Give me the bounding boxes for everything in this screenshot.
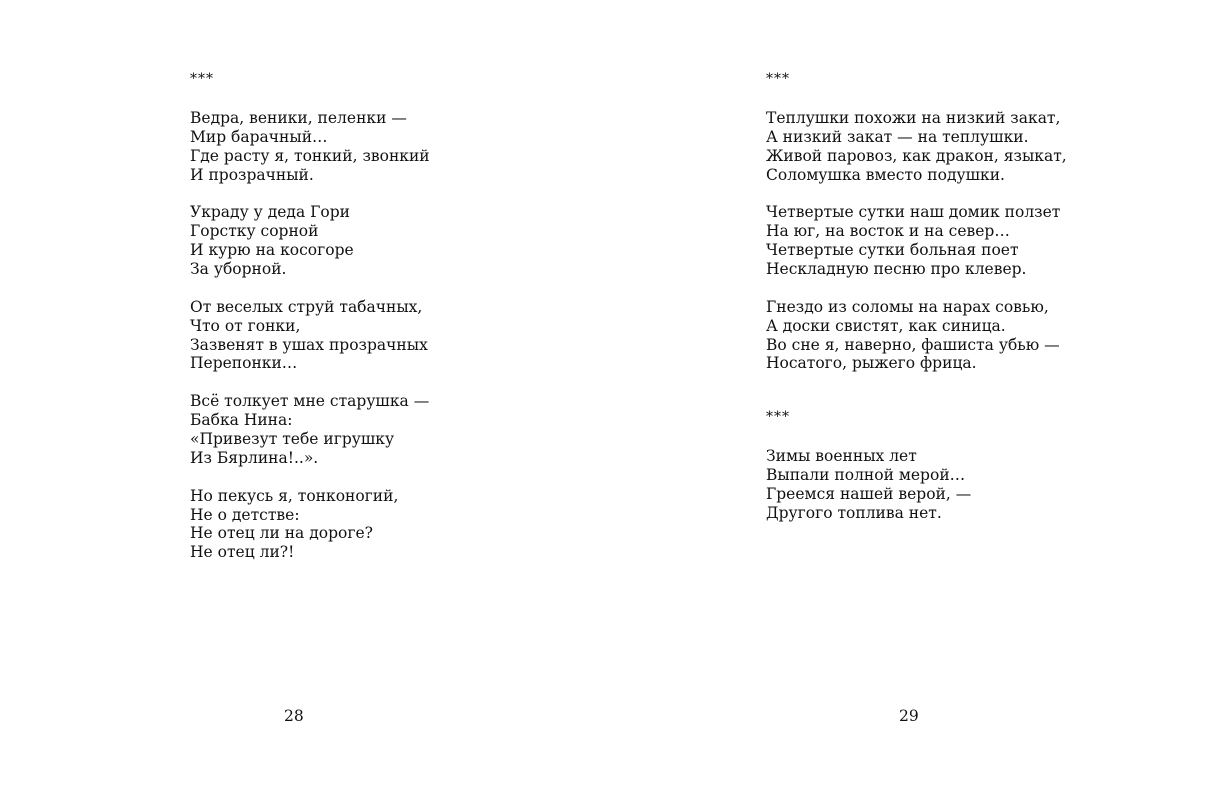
poem-line: А доски свистят, как синица. xyxy=(766,316,1006,335)
poem-line: От веселых струй табачных, xyxy=(190,297,423,316)
stanza xyxy=(190,392,430,468)
poem-line: Живой паровоз, как дракон, языкат, xyxy=(766,146,1067,165)
poem-line: А низкий закат — на теплушки. xyxy=(766,127,1029,146)
stanza xyxy=(190,298,430,374)
poem-line: Греемся нашей верой, — xyxy=(766,484,972,503)
poem-teplushki xyxy=(766,70,1067,373)
poem-separator: *** xyxy=(766,409,790,425)
stanza xyxy=(766,203,1067,279)
poem-line: Всё толкует мне старушка — xyxy=(190,392,430,411)
poem-line: Во сне я, наверно, фашиста убью — xyxy=(766,335,1060,354)
stanza xyxy=(766,447,971,523)
poem-line: Ведра, веники, пеленки — xyxy=(190,108,407,127)
poem-line: Носатого, рыжего фрица. xyxy=(766,354,977,373)
poem-line: Не отец ли на дороге? xyxy=(190,524,373,543)
poem-line: Теплушки похожи на низкий закат, xyxy=(766,108,1061,127)
poem-line: Четвертые сутки больная поет xyxy=(766,241,1019,260)
stanza xyxy=(766,109,1067,185)
poem-line: Бабка Нина: xyxy=(190,411,293,430)
stanza xyxy=(766,298,1067,374)
poem-line: Горстку сорной xyxy=(190,222,319,241)
stanza xyxy=(190,487,430,563)
poem-line: «Привезут тебе игрушку xyxy=(190,430,395,449)
page-number: 29 xyxy=(899,707,919,725)
poem-line: Соломушка вместо подушки. xyxy=(766,165,1005,184)
poem-line: Украду у деда Гори xyxy=(190,203,350,222)
poem-winters xyxy=(766,408,971,522)
stanza xyxy=(190,109,430,185)
poem-line: Четвертые сутки наш домик ползет xyxy=(766,203,1061,222)
poem-separator: *** xyxy=(190,71,214,87)
poem-line: Не отец ли?! xyxy=(190,543,295,562)
poem-line: Другого топлива нет. xyxy=(766,503,942,522)
page-number: 28 xyxy=(284,707,304,725)
poem-line: Гнездо из соломы на нарах совью, xyxy=(766,297,1049,316)
poem-line: Где расту я, тонкий, звонкий xyxy=(190,146,430,165)
poem-line: Зазвенят в ушах прозрачных xyxy=(190,335,428,354)
poem-line: На юг, на восток и на север… xyxy=(766,222,1010,241)
poem-line: Перепонки… xyxy=(190,354,298,373)
poem-line: Не о детстве: xyxy=(190,505,300,524)
poem-line: И прозрачный. xyxy=(190,165,314,184)
poem-line: И курю на косогоре xyxy=(190,241,354,260)
poem-separator: *** xyxy=(766,71,790,87)
poem-line: Выпали полной мерой… xyxy=(766,465,966,484)
poem-line: Зимы военных лет xyxy=(766,446,917,465)
poem-line: Но пекусь я, тонконогий, xyxy=(190,486,399,505)
right-page xyxy=(606,0,1212,800)
stanza xyxy=(190,203,430,279)
poem-line: Нескладную песню про клевер. xyxy=(766,260,1027,279)
poem-line: Мир барачный… xyxy=(190,127,328,146)
poem-line: За уборной. xyxy=(190,260,287,279)
poem-line: Что от гонки, xyxy=(190,316,301,335)
poem-barracks xyxy=(190,70,430,562)
poem-line: Из Бярлина!..». xyxy=(190,448,319,467)
